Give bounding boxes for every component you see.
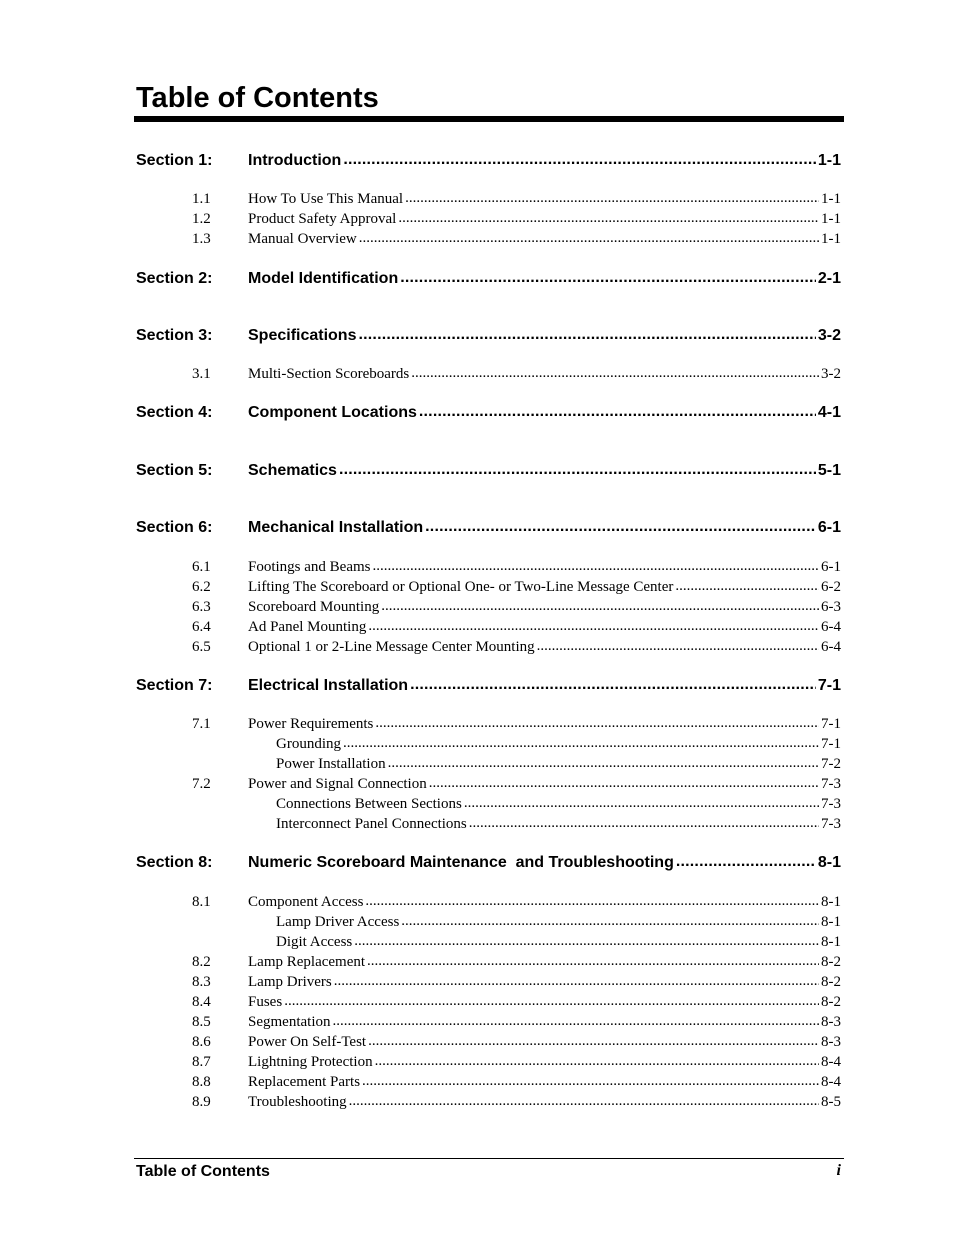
entry-number: 6.4 bbox=[192, 619, 211, 635]
toc-subentry-digit-access[interactable] bbox=[0, 932, 954, 952]
section-label: Section 7: bbox=[136, 677, 213, 694]
entry-title: Lamp Drivers bbox=[248, 974, 332, 990]
section-heading-4[interactable] bbox=[0, 402, 954, 424]
toc-entry-8-4[interactable] bbox=[0, 992, 954, 1012]
entry-title: Lamp Replacement bbox=[248, 954, 366, 970]
entry-title: Interconnect Panel Connections bbox=[276, 816, 467, 832]
page-number: 6-3 bbox=[821, 599, 841, 615]
toc-entry-6-3[interactable] bbox=[0, 597, 954, 617]
entry-title: Lifting The Scoreboard or Optional One- or Two-Line Message Center bbox=[248, 579, 674, 595]
dot-leader bbox=[373, 556, 820, 576]
entry-title: How To Use This Manual bbox=[248, 191, 404, 207]
entry-number: 1.2 bbox=[192, 211, 211, 227]
page-number: 8-5 bbox=[821, 1094, 841, 1110]
section-title: Component Locations bbox=[248, 404, 417, 421]
dot-leader bbox=[537, 636, 819, 656]
dot-leader bbox=[349, 1091, 819, 1111]
entry-title: Lamp Driver Access bbox=[276, 914, 400, 930]
dot-leader bbox=[333, 1011, 820, 1031]
entry-number: 8.7 bbox=[192, 1054, 211, 1070]
page-number: 8-4 bbox=[821, 1054, 841, 1070]
page-number: 3-2 bbox=[821, 366, 841, 382]
toc-entry-3-1[interactable] bbox=[0, 364, 954, 384]
page-number: 7-3 bbox=[821, 776, 841, 792]
page-number: 8-3 bbox=[821, 1014, 841, 1030]
footer-page-number: i bbox=[836, 1162, 841, 1179]
entry-title: Multi-Section Scoreboards bbox=[248, 366, 410, 382]
section-heading-7[interactable] bbox=[0, 675, 954, 697]
entry-title: Component Access bbox=[248, 894, 364, 910]
entry-title: Fuses bbox=[248, 994, 283, 1010]
entry-number: 8.9 bbox=[192, 1094, 211, 1110]
page-number: 7-3 bbox=[821, 796, 841, 812]
toc-subentry-lamp-driver-access[interactable] bbox=[0, 912, 954, 932]
entry-number: 7.1 bbox=[192, 716, 211, 732]
dot-leader bbox=[425, 516, 816, 538]
page-number: 8-1 bbox=[821, 914, 841, 930]
entry-number: 3.1 bbox=[192, 366, 211, 382]
page-number: 2-1 bbox=[817, 270, 841, 287]
entry-title: Manual Overview bbox=[248, 231, 357, 247]
section-title: Specifications bbox=[248, 327, 357, 344]
entry-title: Replacement Parts bbox=[248, 1074, 361, 1090]
entry-number: 1.3 bbox=[192, 231, 211, 247]
section-title: Mechanical Installation bbox=[248, 519, 424, 536]
dot-leader bbox=[339, 459, 816, 481]
entry-title: Connections Between Sections bbox=[276, 796, 462, 812]
dot-leader bbox=[676, 851, 816, 873]
section-title: Numeric Scoreboard Maintenance and Troubleshooting bbox=[248, 854, 674, 871]
toc-entry-1-1[interactable] bbox=[0, 189, 954, 209]
dot-leader bbox=[400, 267, 816, 289]
page-number: 5-1 bbox=[817, 462, 841, 479]
section-label: Section 1: bbox=[136, 152, 213, 169]
page-number: 7-3 bbox=[821, 816, 841, 832]
toc-entry-8-2[interactable] bbox=[0, 952, 954, 972]
toc-entry-1-2[interactable] bbox=[0, 209, 954, 229]
dot-leader bbox=[362, 1071, 819, 1091]
toc-entry-1-3[interactable] bbox=[0, 229, 954, 249]
page-number: 8-1 bbox=[821, 894, 841, 910]
entry-number: 8.6 bbox=[192, 1034, 211, 1050]
section-heading-2[interactable] bbox=[0, 268, 954, 290]
entry-title: Digit Access bbox=[276, 934, 353, 950]
page-number: 6-2 bbox=[821, 579, 841, 595]
toc-entry-6-2[interactable] bbox=[0, 577, 954, 597]
page-number: 8-2 bbox=[821, 974, 841, 990]
section-heading-1[interactable] bbox=[0, 150, 954, 172]
dot-leader bbox=[398, 208, 819, 228]
dot-leader bbox=[368, 616, 819, 636]
entry-title: Product Safety Approval bbox=[248, 211, 397, 227]
entry-title: Footings and Beams bbox=[248, 559, 371, 575]
section-label: Section 3: bbox=[136, 327, 213, 344]
entry-number: 8.2 bbox=[192, 954, 211, 970]
page-number: 7-1 bbox=[821, 736, 841, 752]
section-heading-6[interactable] bbox=[0, 517, 954, 539]
page-number: 8-1 bbox=[817, 854, 841, 871]
footer-title: Table of Contents bbox=[136, 1163, 270, 1180]
section-label: Section 8: bbox=[136, 854, 213, 871]
page-number: 7-2 bbox=[821, 756, 841, 772]
dot-leader bbox=[367, 951, 819, 971]
toc-entry-8-3[interactable] bbox=[0, 972, 954, 992]
page-number: 8-3 bbox=[821, 1034, 841, 1050]
page-number: 6-1 bbox=[817, 519, 841, 536]
dot-leader bbox=[381, 596, 819, 616]
footer-rule bbox=[134, 1158, 844, 1159]
entry-number: 6.3 bbox=[192, 599, 211, 615]
toc-subentry-interconnect-panel[interactable] bbox=[0, 814, 954, 834]
entry-title: Power and Signal Connection bbox=[248, 776, 427, 792]
page-title: Table of Contents bbox=[136, 82, 379, 114]
entry-number: 8.5 bbox=[192, 1014, 211, 1030]
entry-number: 6.1 bbox=[192, 559, 211, 575]
section-title: Introduction bbox=[248, 152, 342, 169]
section-label: Section 5: bbox=[136, 462, 213, 479]
toc-entry-8-7[interactable] bbox=[0, 1052, 954, 1072]
entry-title: Power On Self-Test bbox=[248, 1034, 367, 1050]
dot-leader bbox=[354, 931, 819, 951]
page-number: 8-4 bbox=[821, 1074, 841, 1090]
toc-entry-6-1[interactable] bbox=[0, 557, 954, 577]
dot-leader bbox=[464, 793, 819, 813]
section-heading-5[interactable] bbox=[0, 460, 954, 482]
toc-entry-8-9[interactable] bbox=[0, 1092, 954, 1112]
toc-entry-8-5[interactable] bbox=[0, 1012, 954, 1032]
page-number: 1-1 bbox=[821, 231, 841, 247]
section-heading-8[interactable] bbox=[0, 852, 954, 874]
entry-number: 1.1 bbox=[192, 191, 211, 207]
toc-entry-8-8[interactable] bbox=[0, 1072, 954, 1092]
dot-leader bbox=[375, 1051, 819, 1071]
dot-leader bbox=[388, 753, 819, 773]
entry-title: Optional 1 or 2-Line Message Center Mounting bbox=[248, 639, 535, 655]
entry-title: Segmentation bbox=[248, 1014, 331, 1030]
toc-entry-7-2[interactable] bbox=[0, 774, 954, 794]
section-title: Schematics bbox=[248, 462, 337, 479]
toc-subentry-connections-between-sections[interactable] bbox=[0, 794, 954, 814]
section-title: Electrical Installation bbox=[248, 677, 409, 694]
entry-title: Lightning Protection bbox=[248, 1054, 373, 1070]
entry-number: 7.2 bbox=[192, 776, 211, 792]
dot-leader bbox=[368, 1031, 819, 1051]
dot-leader bbox=[401, 911, 819, 931]
dot-leader bbox=[359, 228, 819, 248]
dot-leader bbox=[358, 324, 815, 346]
page-number: 6-4 bbox=[821, 639, 841, 655]
page-number: 1-1 bbox=[821, 211, 841, 227]
toc-subentry-grounding[interactable] bbox=[0, 734, 954, 754]
dot-leader bbox=[469, 813, 819, 833]
dot-leader bbox=[375, 713, 819, 733]
dot-leader bbox=[284, 991, 819, 1011]
section-label: Section 6: bbox=[136, 519, 213, 536]
dot-leader bbox=[675, 576, 819, 596]
entry-number: 8.3 bbox=[192, 974, 211, 990]
entry-title: Ad Panel Mounting bbox=[248, 619, 367, 635]
page-number: 1-1 bbox=[817, 152, 841, 169]
dot-leader bbox=[410, 674, 816, 696]
entry-number: 8.4 bbox=[192, 994, 211, 1010]
toc-subentry-power-installation[interactable] bbox=[0, 754, 954, 774]
page-number: 8-2 bbox=[821, 954, 841, 970]
section-label: Section 2: bbox=[136, 270, 213, 287]
page-number: 7-1 bbox=[817, 677, 841, 694]
dot-leader bbox=[343, 733, 819, 753]
dot-leader bbox=[419, 401, 816, 423]
section-label: Section 4: bbox=[136, 404, 213, 421]
entry-title: Troubleshooting bbox=[248, 1094, 347, 1110]
page-number: 8-2 bbox=[821, 994, 841, 1010]
page-number: 3-2 bbox=[817, 327, 841, 344]
dot-leader bbox=[411, 363, 819, 383]
entry-number: 8.1 bbox=[192, 894, 211, 910]
page-number: 1-1 bbox=[821, 191, 841, 207]
section-heading-3[interactable] bbox=[0, 325, 954, 347]
dot-leader bbox=[365, 891, 819, 911]
toc-entry-8-6[interactable] bbox=[0, 1032, 954, 1052]
section-title: Model Identification bbox=[248, 270, 399, 287]
toc-entry-7-1[interactable] bbox=[0, 714, 954, 734]
page-number: 4-1 bbox=[817, 404, 841, 421]
dot-leader bbox=[334, 971, 819, 991]
page-number: 7-1 bbox=[821, 716, 841, 732]
page-number: 8-1 bbox=[821, 934, 841, 950]
entry-number: 6.2 bbox=[192, 579, 211, 595]
entry-title: Power Requirements bbox=[248, 716, 374, 732]
entry-title: Scoreboard Mounting bbox=[248, 599, 380, 615]
toc-entry-6-5[interactable] bbox=[0, 637, 954, 657]
dot-leader bbox=[429, 773, 819, 793]
page-number: 6-4 bbox=[821, 619, 841, 635]
entry-title: Power Installation bbox=[276, 756, 386, 772]
dot-leader bbox=[343, 149, 816, 171]
entry-title: Grounding bbox=[276, 736, 341, 752]
entry-number: 6.5 bbox=[192, 639, 211, 655]
dot-leader bbox=[405, 188, 819, 208]
page-number: 6-1 bbox=[821, 559, 841, 575]
toc-entry-8-1[interactable] bbox=[0, 892, 954, 912]
toc-entry-6-4[interactable] bbox=[0, 617, 954, 637]
entry-number: 8.8 bbox=[192, 1074, 211, 1090]
